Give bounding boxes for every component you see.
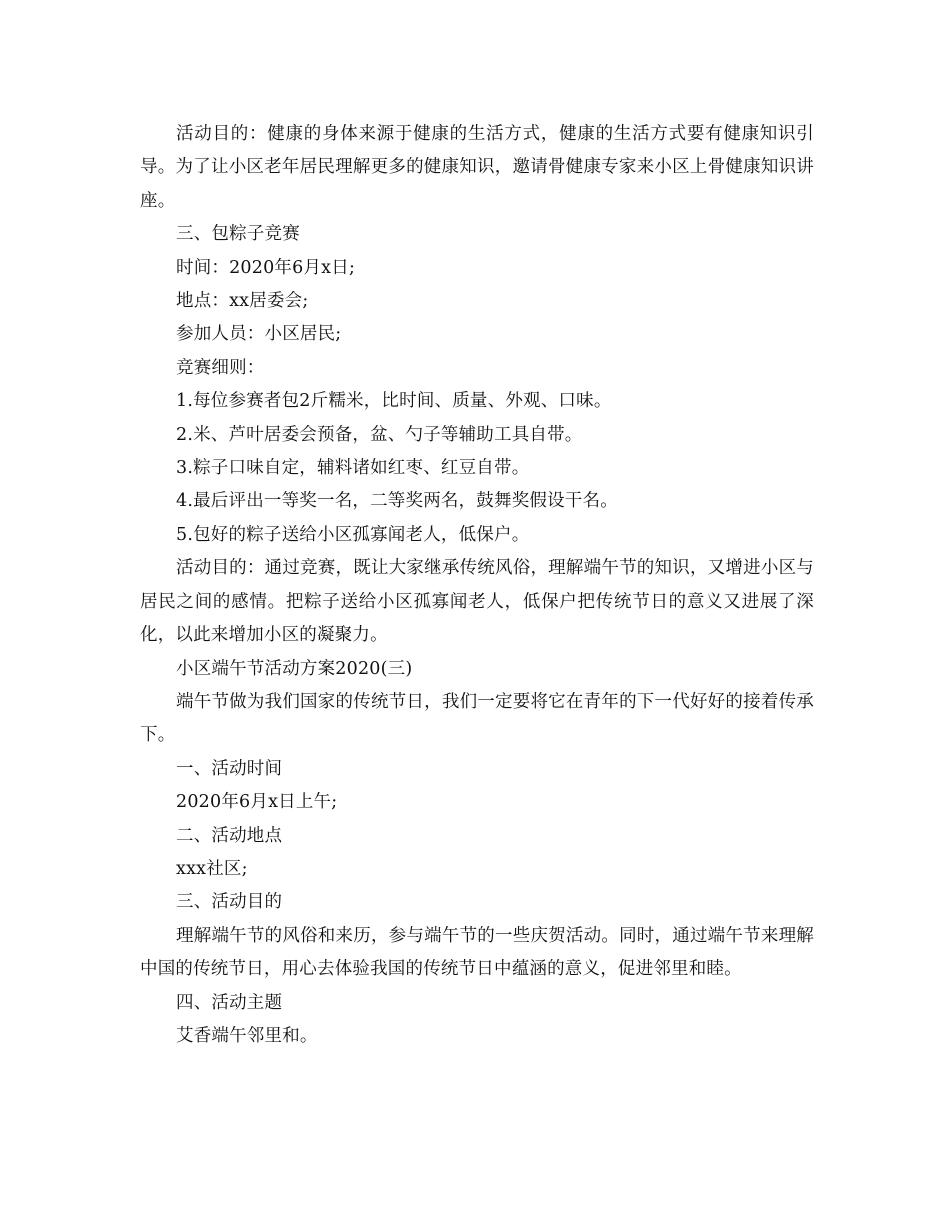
section-heading-activity-time: 一、活动时间: [176, 758, 283, 779]
contest-rule-5: 5.包好的粽子送给小区孤寡闻老人，低保户。: [176, 524, 530, 545]
activity-theme-value: 艾香端午邻里和。: [176, 1025, 318, 1046]
contest-location: 地点：xx居委会;: [176, 291, 309, 312]
section-heading-activity-theme: 四、活动主题: [176, 992, 283, 1013]
contest-time: 时间：2020年6月x日;: [176, 257, 356, 278]
paragraph-plan-three-intro: 端午节做为我们国家的传统节日，我们一定要将它在青年的下一代好好的接着传承下。: [140, 691, 814, 746]
section-heading-activity-purpose: 三、活动目的: [176, 892, 283, 913]
section-heading-zongzi-contest: 三、包粽子竞赛: [176, 224, 300, 245]
contest-rule-3: 3.粽子口味自定，辅料诸如红枣、红豆自带。: [176, 458, 530, 479]
paragraph-activity-purpose: 理解端午节的风俗和来历，参与端午节的一些庆贺活动。同时，通过端午节来理解中国的传统节日，用心去体验我国的传统节日中蕴涵的意义，促进邻里和睦。: [140, 925, 814, 980]
document-body: [140, 118, 814, 1053]
contest-participants: 参加人员：小区居民;: [176, 324, 342, 345]
contest-rule-1: 1.每位参赛者包2斤糯米，比时间、质量、外观、口味。: [176, 391, 612, 412]
paragraph-contest-purpose: 活动目的：通过竞赛，既让大家继承传统风俗，理解端午节的知识，又增进小区与居民之间的感情。把粽子送给小区孤寡闻老人，低保户把传统节日的意义又进展了深化，以此来增加小区的凝聚力。: [140, 558, 814, 646]
contest-rule-4: 4.最后评出一等奖一名，二等奖两名，鼓舞奖假设干名。: [176, 491, 618, 512]
section-heading-activity-location: 二、活动地点: [176, 825, 283, 846]
activity-time-value: 2020年6月x日上午;: [176, 792, 338, 813]
plan-three-title: 小区端午节活动方案2020(三): [176, 658, 413, 679]
paragraph-health-purpose: 活动目的：健康的身体来源于健康的生活方式，健康的生活方式要有健康知识引导。为了让小区老年居民理解更多的健康知识，邀请骨健康专家来小区上骨健康知识讲座。: [140, 124, 814, 211]
activity-location-value: xxx社区;: [176, 858, 248, 879]
contest-rule-2: 2.米、芦叶居委会预备，盆、勺子等辅助工具自带。: [176, 424, 583, 445]
contest-rules-heading: 竞赛细则：: [176, 357, 265, 378]
